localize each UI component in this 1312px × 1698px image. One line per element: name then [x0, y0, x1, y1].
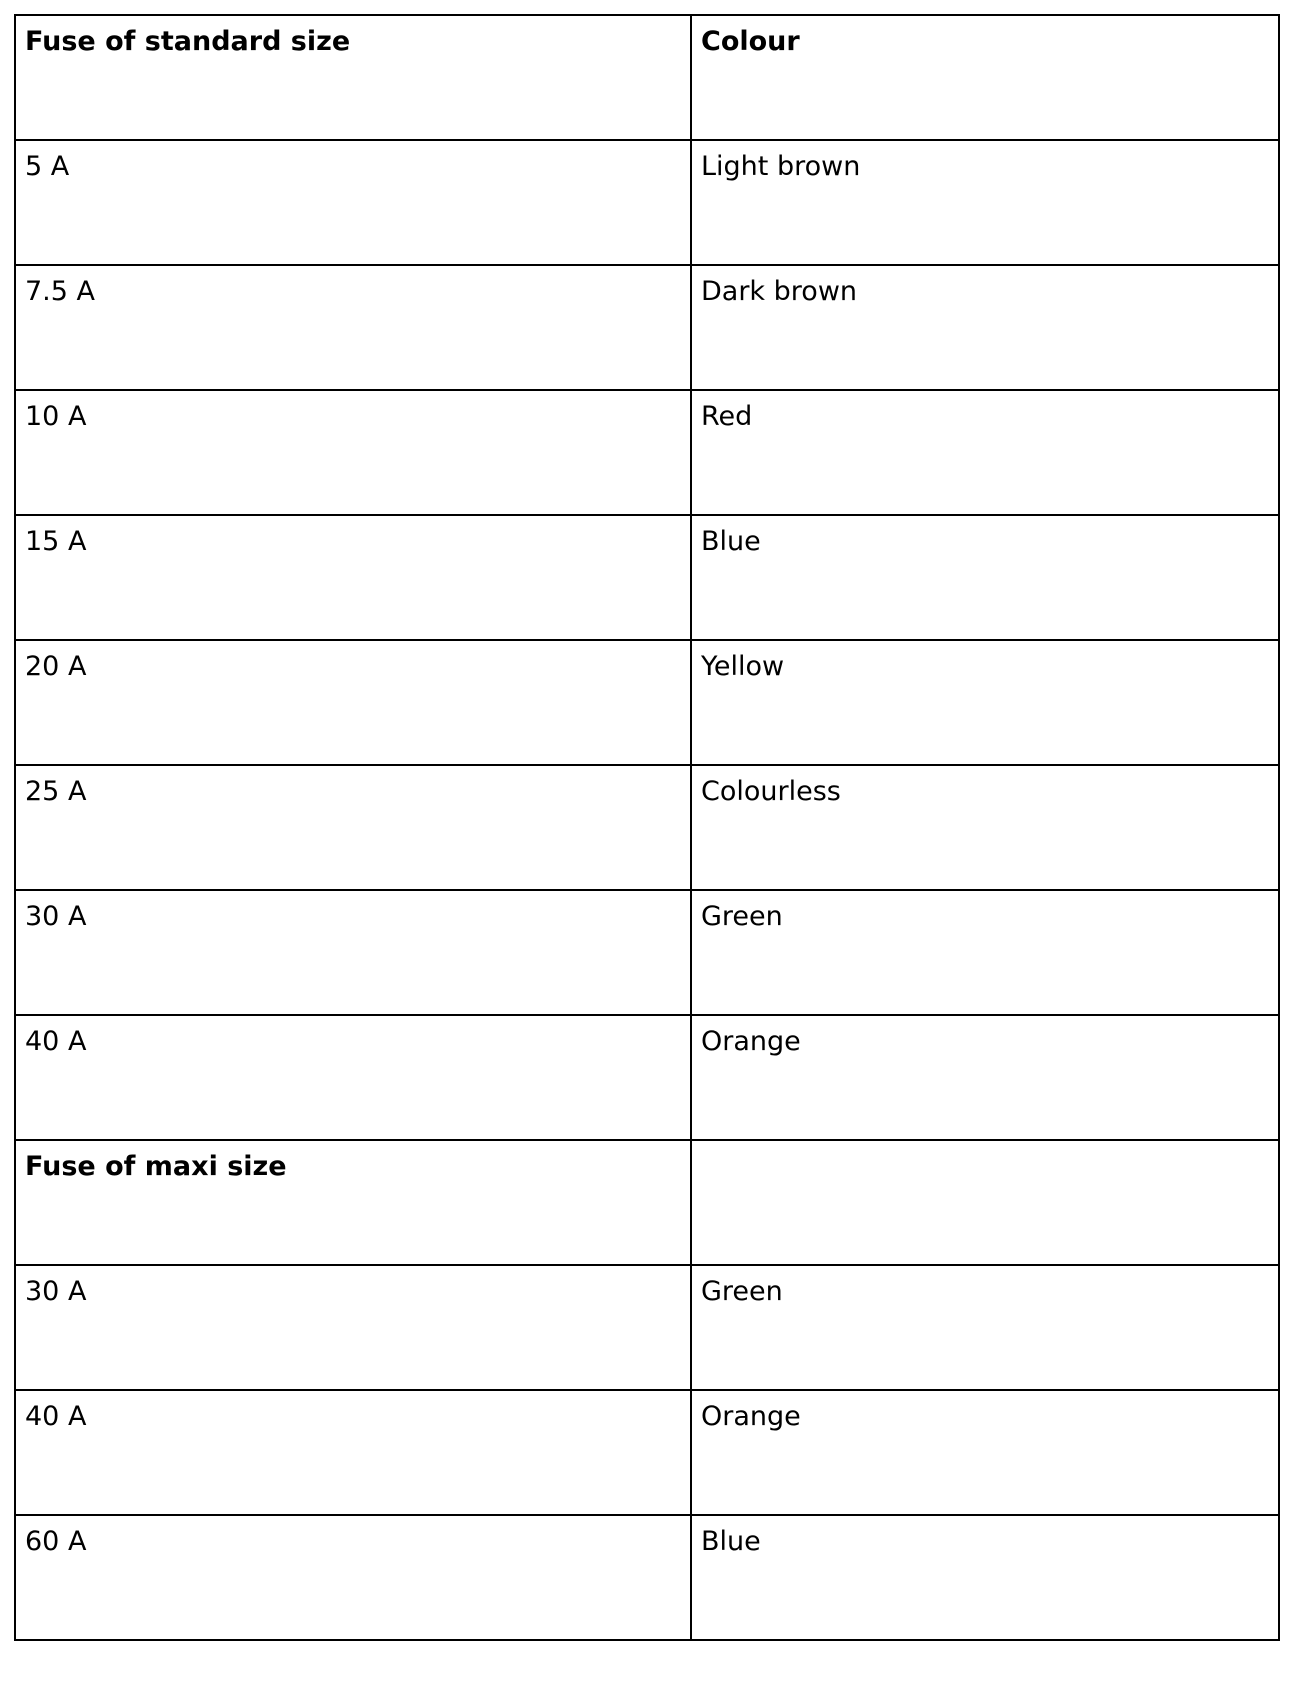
fuse-size-cell: 30 A — [15, 1265, 691, 1390]
table-row — [15, 640, 1279, 765]
fuse-colour-cell: Orange — [691, 1390, 1279, 1515]
fuse-size-cell: 20 A — [15, 640, 691, 765]
fuse-size-cell: 60 A — [15, 1515, 691, 1640]
fuse-colour-cell: Yellow — [691, 640, 1279, 765]
fuse-size-cell: 25 A — [15, 765, 691, 890]
table-row — [15, 1515, 1279, 1640]
fuse-colour-cell: Dark brown — [691, 265, 1279, 390]
fuse-size-cell: 7.5 A — [15, 265, 691, 390]
fuse-size-cell: 15 A — [15, 515, 691, 640]
table-row — [15, 1265, 1279, 1390]
fuse-colour-cell: Orange — [691, 1015, 1279, 1140]
fuse-colour-cell: Light brown — [691, 140, 1279, 265]
fuse-size-cell: 10 A — [15, 390, 691, 515]
maxi-header-row — [15, 1140, 1279, 1265]
table-row — [15, 1390, 1279, 1515]
header-fuse-standard-size: Fuse of standard size — [15, 15, 691, 140]
table-row — [15, 1015, 1279, 1140]
fuse-colour-cell: Blue — [691, 1515, 1279, 1640]
table-row — [15, 890, 1279, 1015]
header-colour: Colour — [691, 15, 1279, 140]
table-row — [15, 390, 1279, 515]
fuse-size-cell: 5 A — [15, 140, 691, 265]
header-fuse-maxi-size: Fuse of maxi size — [15, 1140, 691, 1265]
table-row — [15, 265, 1279, 390]
fuse-colour-cell: Green — [691, 890, 1279, 1015]
fuse-colour-cell: Green — [691, 1265, 1279, 1390]
fuse-colour-table — [14, 14, 1280, 1641]
fuse-size-cell: 40 A — [15, 1390, 691, 1515]
table-row — [15, 765, 1279, 890]
table-row — [15, 515, 1279, 640]
fuse-size-cell: 40 A — [15, 1015, 691, 1140]
table-row — [15, 140, 1279, 265]
fuse-colour-cell: Red — [691, 390, 1279, 515]
table-header-row — [15, 15, 1279, 140]
fuse-size-cell: 30 A — [15, 890, 691, 1015]
header-maxi-empty — [691, 1140, 1279, 1265]
fuse-colour-cell: Colourless — [691, 765, 1279, 890]
fuse-colour-cell: Blue — [691, 515, 1279, 640]
